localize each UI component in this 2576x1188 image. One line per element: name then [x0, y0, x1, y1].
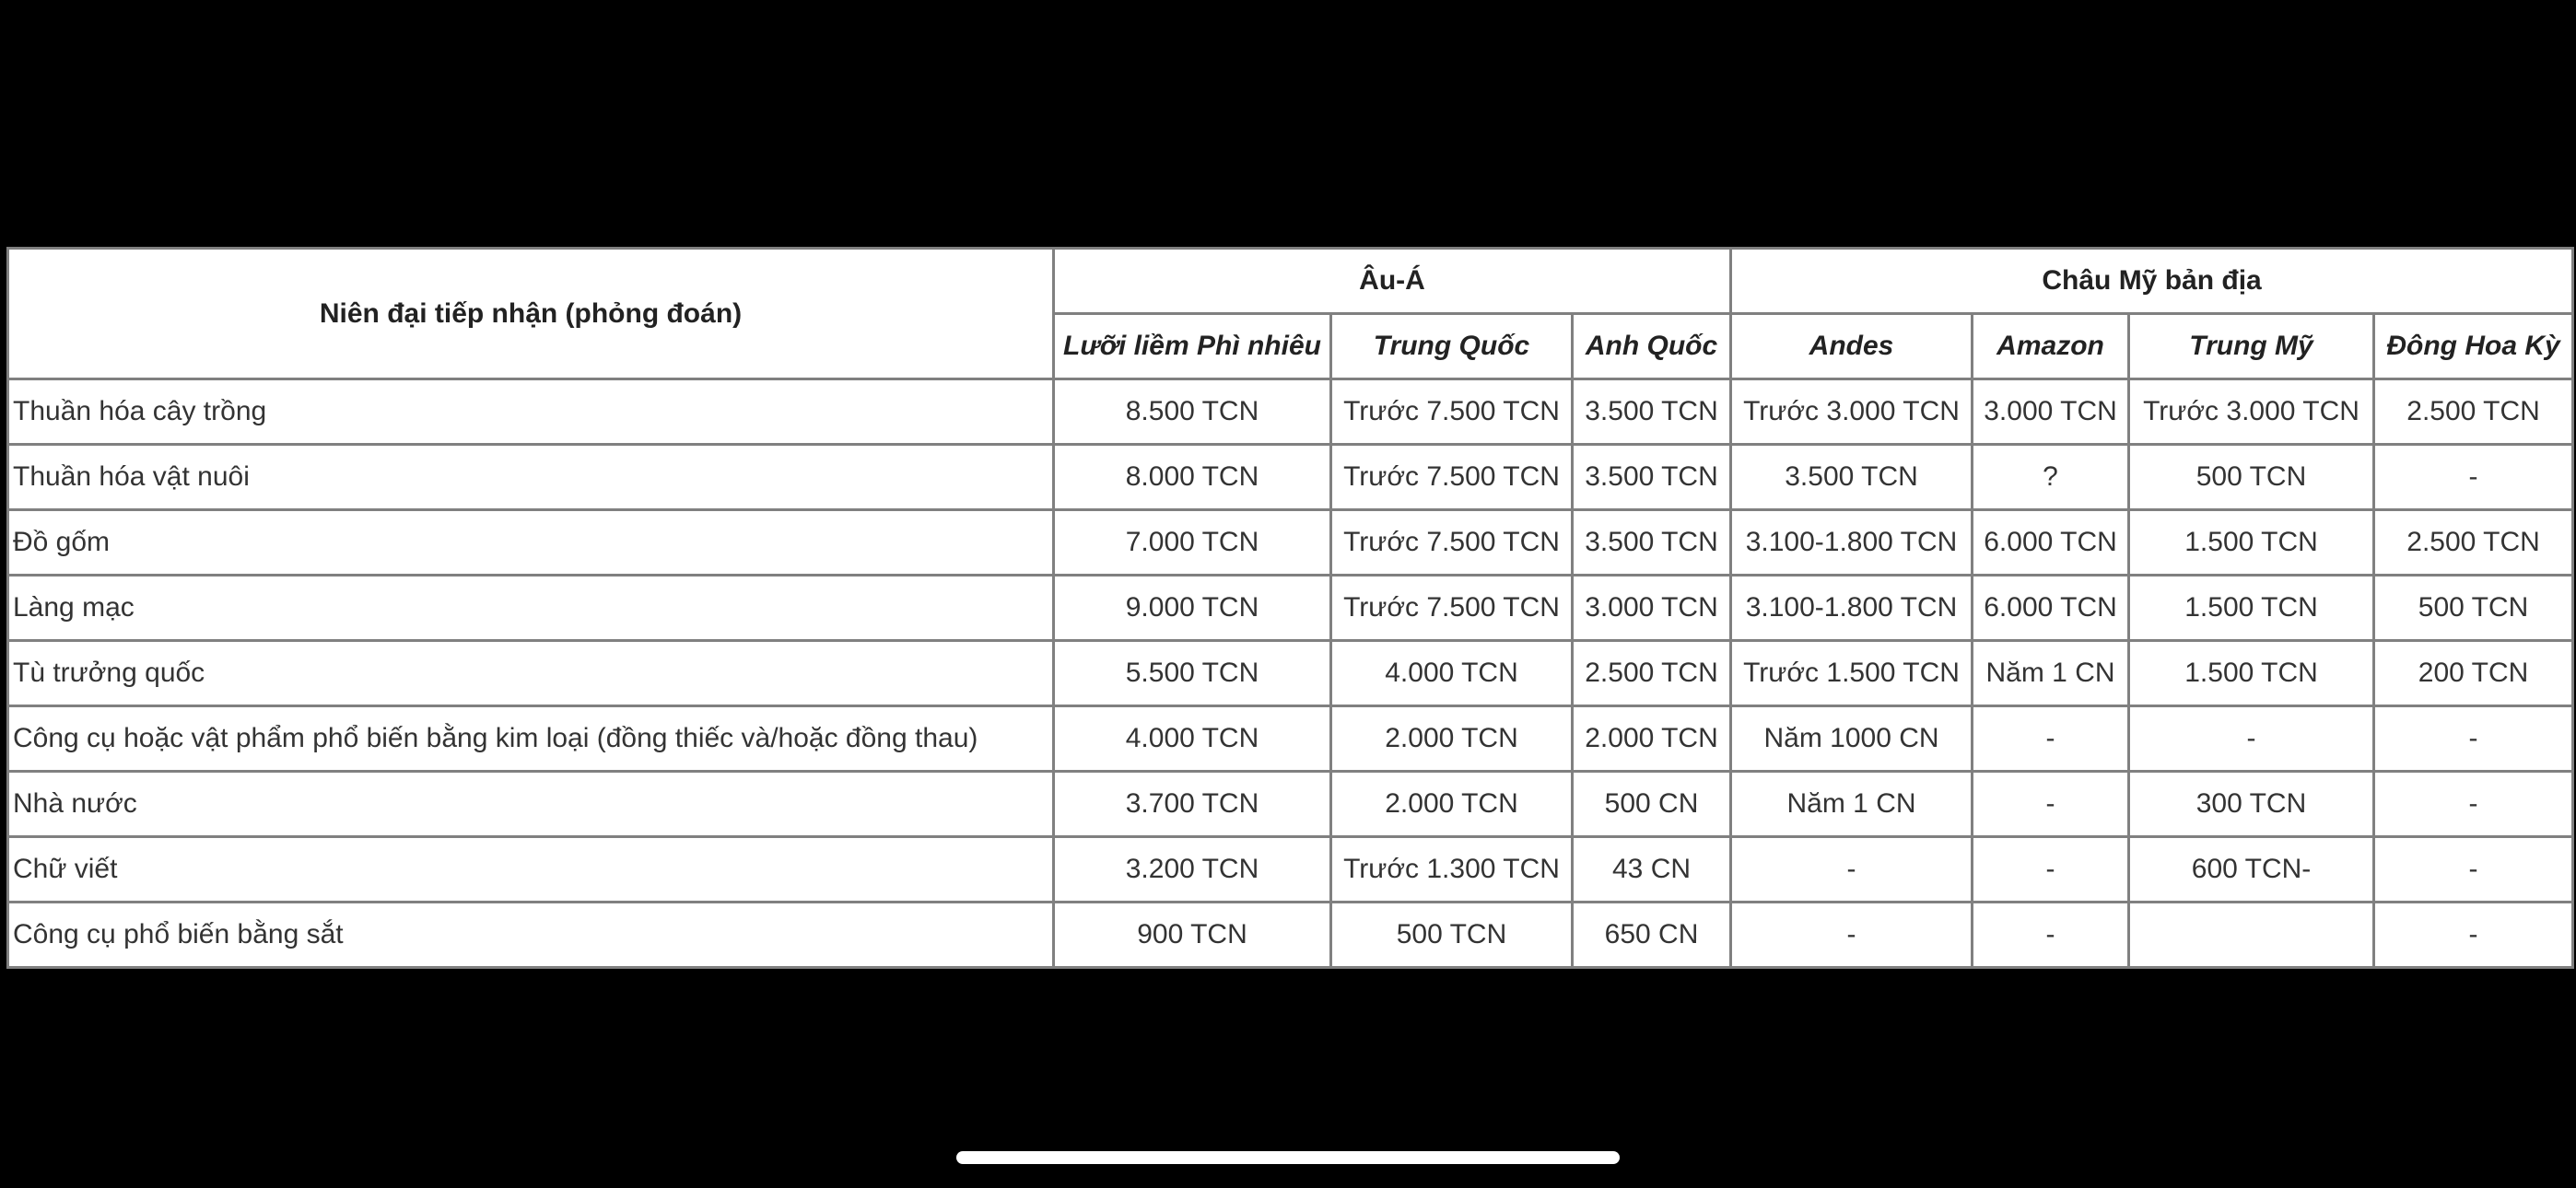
table-cell: 3.000 TCN	[1573, 576, 1731, 641]
table-cell: 7.000 TCN	[1054, 510, 1331, 576]
table-cell	[2129, 903, 2374, 968]
table-cell: -	[1731, 903, 1973, 968]
row-label: Nhà nước	[8, 772, 1054, 837]
table-cell: 6.000 TCN	[1973, 510, 2129, 576]
table-cell: 1.500 TCN	[2129, 576, 2374, 641]
table-cell: 3.500 TCN	[1731, 445, 1973, 510]
table-cell: 200 TCN	[2374, 641, 2573, 706]
table-cell: -	[2374, 445, 2573, 510]
table-cell: Năm 1 CN	[1731, 772, 1973, 837]
table-cell: -	[2374, 837, 2573, 903]
table-cell: 4.000 TCN	[1054, 706, 1331, 772]
column-header: Trung Mỹ	[2129, 314, 2374, 379]
table-cell: -	[2129, 706, 2374, 772]
table-cell: Trước 1.300 TCN	[1331, 837, 1573, 903]
table-cell: -	[1973, 837, 2129, 903]
table-cell: 1.500 TCN	[2129, 641, 2374, 706]
table-cell: 43 CN	[1573, 837, 1731, 903]
table-cell: 5.500 TCN	[1054, 641, 1331, 706]
table-cell: Trước 7.500 TCN	[1331, 510, 1573, 576]
corner-header: Niên đại tiếp nhận (phỏng đoán)	[8, 249, 1054, 379]
group-header-row	[8, 249, 2573, 314]
column-header: Lưỡi liềm Phì nhiêu	[1054, 314, 1331, 379]
column-header: Đông Hoa Kỳ	[2374, 314, 2573, 379]
table-cell: 1.500 TCN	[2129, 510, 2374, 576]
table-cell: Năm 1 CN	[1973, 641, 2129, 706]
table-cell: 3.500 TCN	[1573, 379, 1731, 445]
table-cell: 3.500 TCN	[1573, 445, 1731, 510]
table-cell: 900 TCN	[1054, 903, 1331, 968]
column-header: Amazon	[1973, 314, 2129, 379]
table-row	[8, 379, 2573, 445]
table-cell: Trước 3.000 TCN	[1731, 379, 1973, 445]
table-cell: 2.000 TCN	[1573, 706, 1731, 772]
table-cell: -	[2374, 772, 2573, 837]
row-label: Tù trưởng quốc	[8, 641, 1054, 706]
row-label: Thuần hóa cây trồng	[8, 379, 1054, 445]
table-cell: 500 TCN	[2129, 445, 2374, 510]
table-cell: -	[1973, 903, 2129, 968]
table-cell: 2.000 TCN	[1331, 772, 1573, 837]
table-row	[8, 576, 2573, 641]
table-cell: Trước 7.500 TCN	[1331, 576, 1573, 641]
table-cell: -	[1973, 706, 2129, 772]
home-indicator[interactable]	[956, 1151, 1620, 1164]
table-cell: 2.500 TCN	[2374, 379, 2573, 445]
table-container	[6, 247, 2571, 949]
table-cell: 3.700 TCN	[1054, 772, 1331, 837]
group-header-eurasia: Âu-Á	[1054, 249, 1731, 314]
table-cell: 650 CN	[1573, 903, 1731, 968]
table-cell: 2.500 TCN	[2374, 510, 2573, 576]
row-label: Thuần hóa vật nuôi	[8, 445, 1054, 510]
table-cell: 3.000 TCN	[1973, 379, 2129, 445]
table-row	[8, 772, 2573, 837]
table-cell: ?	[1973, 445, 2129, 510]
table-cell: 3.100-1.800 TCN	[1731, 576, 1973, 641]
table-cell: 6.000 TCN	[1973, 576, 2129, 641]
table-row	[8, 641, 2573, 706]
table-cell: Trước 7.500 TCN	[1331, 379, 1573, 445]
row-label: Đồ gốm	[8, 510, 1054, 576]
table-cell: -	[2374, 903, 2573, 968]
table-cell: -	[2374, 706, 2573, 772]
table-cell: -	[1973, 772, 2129, 837]
table-cell: 500 TCN	[1331, 903, 1573, 968]
table-cell: 9.000 TCN	[1054, 576, 1331, 641]
column-header: Trung Quốc	[1331, 314, 1573, 379]
table-cell: Trước 1.500 TCN	[1731, 641, 1973, 706]
group-header-native-americas: Châu Mỹ bản địa	[1731, 249, 2573, 314]
table-cell: Năm 1000 CN	[1731, 706, 1973, 772]
table-cell: 8.000 TCN	[1054, 445, 1331, 510]
row-label: Làng mạc	[8, 576, 1054, 641]
table-cell: 2.000 TCN	[1331, 706, 1573, 772]
table-cell: -	[1731, 837, 1973, 903]
table-row	[8, 510, 2573, 576]
table-cell: 3.200 TCN	[1054, 837, 1331, 903]
table-row	[8, 837, 2573, 903]
table-cell: 2.500 TCN	[1573, 641, 1731, 706]
table-cell: 3.100-1.800 TCN	[1731, 510, 1973, 576]
table-cell: 500 CN	[1573, 772, 1731, 837]
column-header: Andes	[1731, 314, 1973, 379]
table-row	[8, 706, 2573, 772]
table-row	[8, 903, 2573, 968]
table-cell: 600 TCN-	[2129, 837, 2374, 903]
row-label: Công cụ hoặc vật phẩm phổ biến bằng kim loại (đồng thiếc và/hoặc đồng thau)	[8, 706, 1054, 772]
table-row	[8, 445, 2573, 510]
table-cell: 3.500 TCN	[1573, 510, 1731, 576]
row-label: Công cụ phổ biến bằng sắt	[8, 903, 1054, 968]
table-cell: 500 TCN	[2374, 576, 2573, 641]
adoption-dates-table	[6, 247, 2574, 969]
table-cell: 8.500 TCN	[1054, 379, 1331, 445]
table-cell: 4.000 TCN	[1331, 641, 1573, 706]
table-cell: Trước 3.000 TCN	[2129, 379, 2374, 445]
table-cell: 300 TCN	[2129, 772, 2374, 837]
table-cell: Trước 7.500 TCN	[1331, 445, 1573, 510]
column-header: Anh Quốc	[1573, 314, 1731, 379]
row-label: Chữ viết	[8, 837, 1054, 903]
